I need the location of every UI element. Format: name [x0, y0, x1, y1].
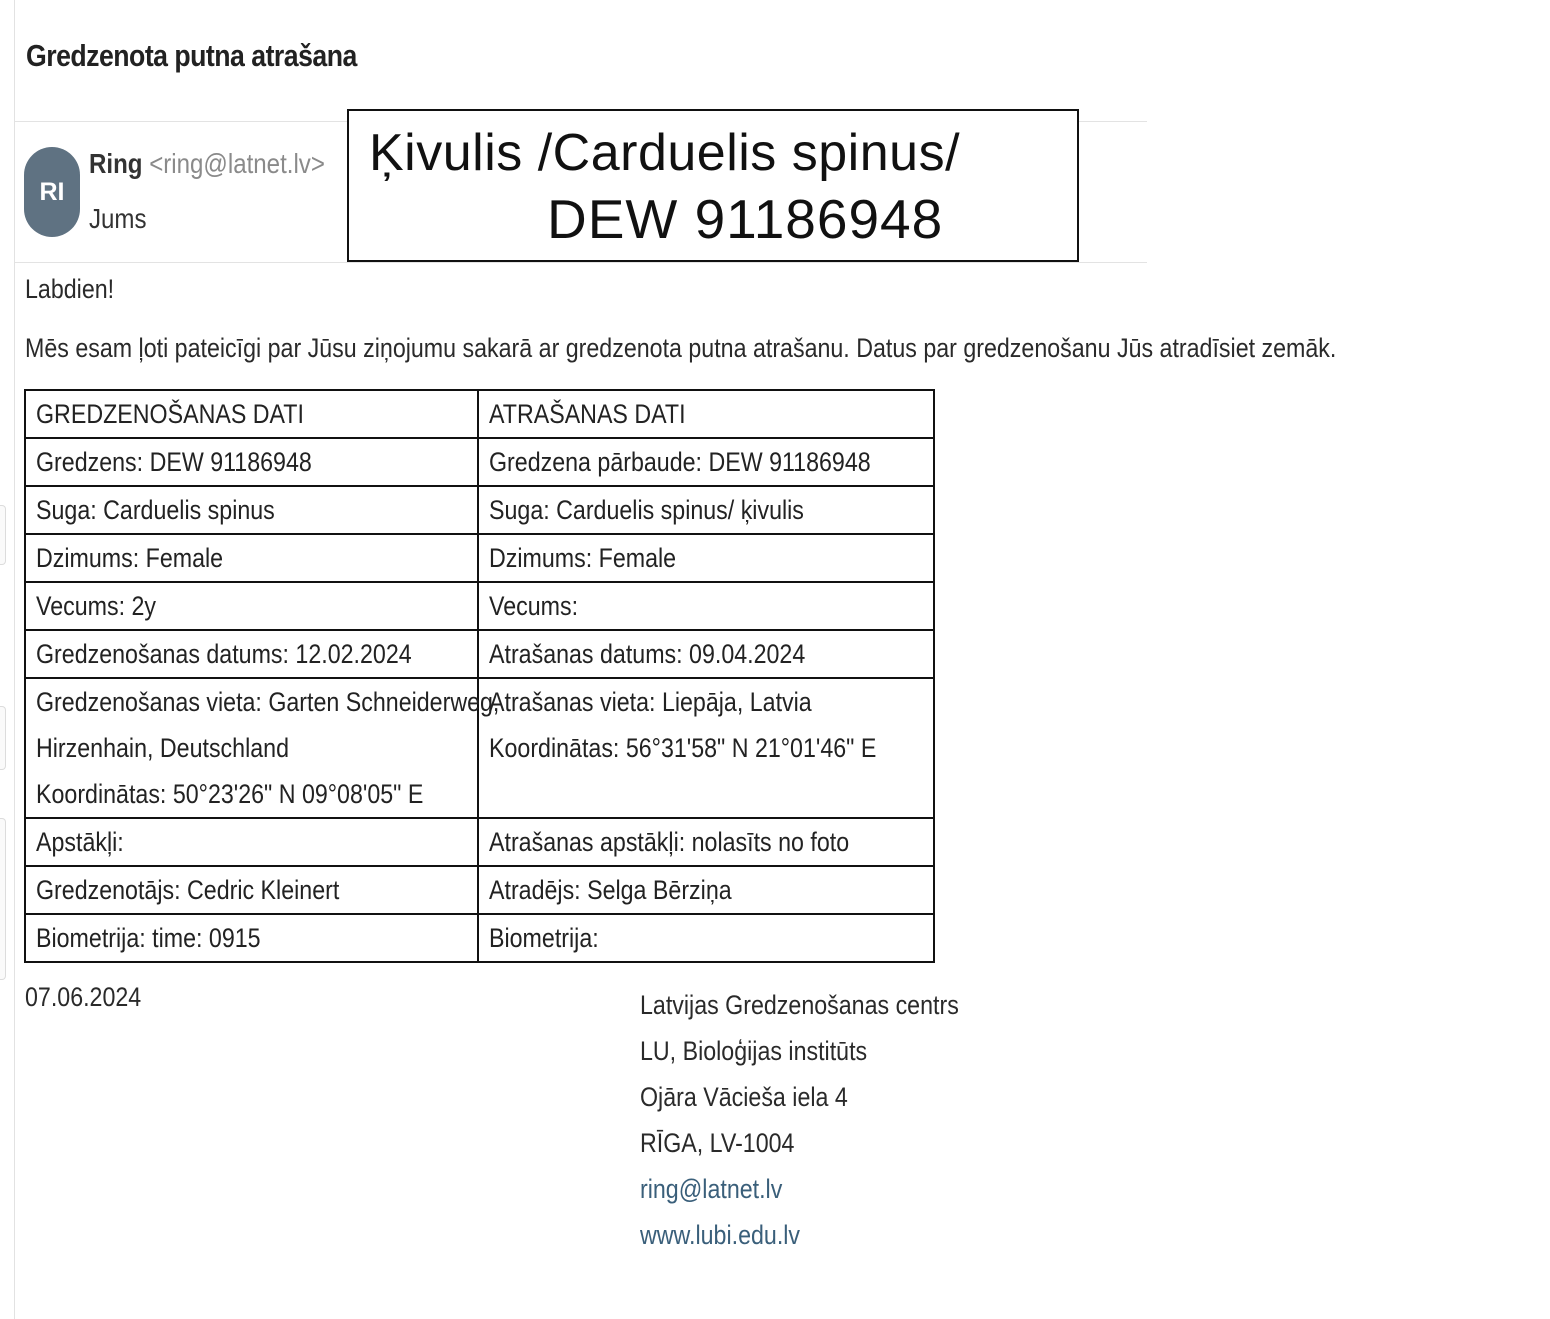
avatar-initials: RI: [39, 177, 65, 206]
sender-name[interactable]: Ring: [89, 148, 143, 179]
table-cell: Atrašanas datums: 09.04.2024: [478, 630, 934, 678]
table-header-row: [25, 390, 934, 438]
org-line: RĪGA, LV-1004: [640, 1128, 795, 1158]
table-cell-finding-place: Atrašanas vieta: Liepāja, Latvia Koordinātas: 56°31'58" N 21°01'46" E: [478, 678, 934, 818]
table-cell: Gredzenošanas datums: 12.02.2024: [25, 630, 478, 678]
table-row: [25, 914, 934, 962]
table-cell: Gredzens: DEW 91186948: [25, 438, 478, 486]
left-edge-control[interactable]: [0, 706, 6, 770]
species-annotation-box: [347, 109, 1079, 262]
meta-divider: [15, 262, 1147, 263]
table-cell: Vecums: 2y: [25, 582, 478, 630]
table-row: [25, 630, 934, 678]
table-cell: Biometrija: time: 0915: [25, 914, 478, 962]
table-cell: Atrašanas apstākļi: nolasīts no foto: [478, 818, 934, 866]
letter-date: 07.06.2024: [25, 982, 142, 1012]
table-cell: Gredzenotājs: Cedric Kleinert: [25, 866, 478, 914]
intro-text: Mēs esam ļoti pateicīgi par Jūsu ziņojumu sakarā ar gredzenota putna atrašanu. Datus par gredzenošanu Jūs atradīsiet zemāk.: [25, 333, 1337, 363]
table-row: [25, 866, 934, 914]
table-header-finding: ATRAŠANAS DATI: [478, 390, 934, 438]
recipient-label: Jums: [89, 203, 147, 234]
greeting-text: Labdien!: [25, 274, 115, 304]
table-cell: Dzimums: Female: [478, 534, 934, 582]
org-line: LU, Bioloģijas institūts: [640, 1036, 868, 1066]
sender-line: [89, 148, 363, 180]
table-cell: Biometrija:: [478, 914, 934, 962]
org-line: Ojāra Vācieša iela 4: [640, 1082, 848, 1112]
org-website-link[interactable]: www.lubi.edu.lv: [640, 1220, 801, 1250]
left-edge-control[interactable]: [0, 505, 6, 565]
sender-email[interactable]: <ring@latnet.lv>: [149, 148, 325, 179]
table-cell-ringing-place: Gredzenošanas vieta: Garten Schneiderweg, Hirzenhain, Deutschland Koordinātas: 50°23'26" N 09°08'05" E: [25, 678, 478, 818]
org-email-link[interactable]: ring@latnet.lv: [640, 1174, 783, 1204]
table-row: [25, 486, 934, 534]
species-annotation-ring: DEW 91186948: [547, 188, 944, 250]
table-row: [25, 818, 934, 866]
table-row-place: [25, 678, 934, 818]
table-cell: Vecums:: [478, 582, 934, 630]
org-line: Latvijas Gredzenošanas centrs: [640, 990, 959, 1020]
table-cell: Atradējs: Selga Bērziņa: [478, 866, 934, 914]
table-cell: Suga: Carduelis spinus/ ķivulis: [478, 486, 934, 534]
table-row: [25, 582, 934, 630]
table-header-ringing: GREDZENOŠANAS DATI: [25, 390, 478, 438]
organization-signature: [640, 982, 1011, 1258]
species-annotation-name: Ķivulis /Carduelis spinus/: [369, 124, 961, 182]
left-pane-divider: [14, 0, 15, 1319]
table-row: [25, 534, 934, 582]
table-cell: Gredzena pārbaude: DEW 91186948: [478, 438, 934, 486]
email-subject: Gredzenota putna atrašana: [26, 38, 357, 73]
sender-avatar[interactable]: [24, 147, 80, 237]
ringing-data-table: [24, 389, 935, 963]
left-edge-control[interactable]: [0, 818, 6, 980]
table-cell: Apstākļi:: [25, 818, 478, 866]
table-cell: Dzimums: Female: [25, 534, 478, 582]
table-row: [25, 438, 934, 486]
table-cell: Suga: Carduelis spinus: [25, 486, 478, 534]
